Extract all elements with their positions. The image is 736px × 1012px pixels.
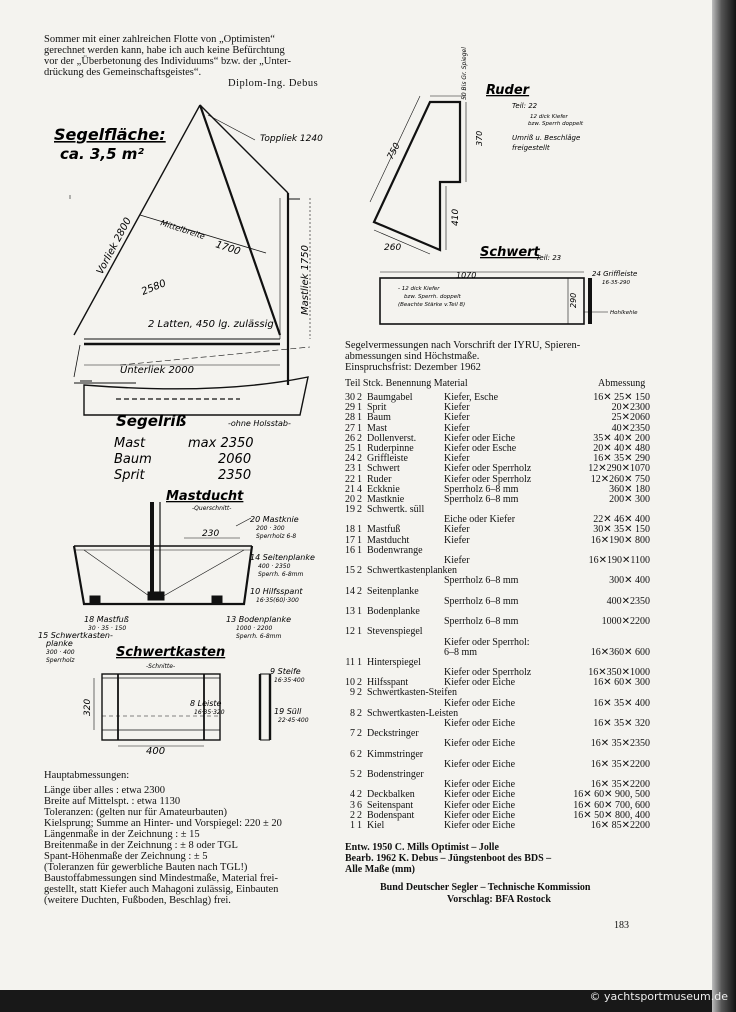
part-number: 7 — [350, 728, 355, 740]
part-number: 27 — [345, 422, 355, 434]
part-number: 12 — [345, 626, 355, 638]
part-name: Schwert — [367, 463, 400, 475]
part-material: Kiefer oder Sperrholz — [444, 667, 532, 679]
table-row — [345, 413, 650, 423]
part-material: Kiefer oder Sperrholz — [444, 473, 532, 485]
main-dims-line: Baustoffabmessungen sind Mindestmaße, Material frei- — [44, 873, 278, 884]
part-material: Kiefer oder Esche — [444, 442, 517, 454]
part-number: 16 — [345, 544, 355, 556]
part-number: 14 — [345, 585, 355, 597]
part-material: Sperrholz 6–8 mm — [444, 616, 519, 628]
part-number: 23 — [345, 463, 355, 475]
dim-400: 400 — [146, 746, 166, 757]
dim-1070: 1070 — [456, 271, 477, 280]
part-quantity: 1 — [357, 412, 362, 424]
part-dimension: 16✕ 60✕ 700, 600 — [573, 799, 650, 811]
ruder-note: bzw. Sperrh doppelt — [528, 121, 584, 127]
credit-vorschlag: Vorschlag: BFA Rostock — [447, 894, 551, 905]
part-label: 9 Steife — [270, 667, 301, 676]
regs-line: Segelvermessungen nach Vorschrift der IYRU, Spieren- — [345, 340, 581, 351]
part-dimension: 16✕190✕1100 — [588, 555, 650, 566]
part-name: Mast — [367, 422, 387, 434]
part-material: Kiefer oder Eiche — [444, 677, 516, 689]
ruder-note: 12 dick Kiefer — [530, 114, 568, 120]
part-material: Kiefer oder Eiche — [444, 819, 516, 831]
part-quantity: 2 — [357, 565, 362, 577]
part-material: Kiefer — [444, 422, 470, 434]
dim-mastliek: Mastliek 1750 — [300, 244, 311, 315]
part-dimension: 16✕ 50✕ 800, 400 — [573, 809, 650, 821]
part-dimension: 30✕ 35✕ 150 — [593, 524, 650, 536]
intro-line: Sommer mit einer zahlreichen Flotte von „Optimisten“ — [44, 34, 275, 45]
part-material: Kiefer oder Eiche — [444, 738, 516, 750]
part-material: Kiefer oder Eiche — [444, 799, 516, 811]
table-header-left: Teil Stck. Benennung Material — [345, 378, 468, 389]
part-label: 18 Mastfuß — [84, 615, 129, 624]
part-number: 9 — [350, 687, 355, 699]
part-material: Kiefer oder Eiche — [444, 789, 516, 801]
part-quantity: 2 — [357, 748, 362, 760]
part-label: 16·35·320 — [194, 709, 225, 716]
part-label: 13 Bodenplanke — [226, 615, 292, 624]
part-label: planke — [46, 639, 73, 648]
schwert-note: - 12 dick Kiefer — [398, 286, 440, 292]
part-name: Kimmstringer — [367, 748, 424, 760]
table-header-right: Abmessung — [598, 378, 646, 389]
main-dims-line: Breite auf Mittelspt. : etwa 1130 — [44, 796, 181, 807]
mastducht-sub: -Querschnitt- — [192, 505, 232, 512]
part-name: Griffleiste — [367, 453, 408, 465]
dim-370: 370 — [475, 130, 484, 146]
part-material: Kiefer — [444, 402, 470, 414]
part-number: 4 — [350, 789, 355, 801]
table-row — [345, 790, 650, 800]
part-name: Baum — [367, 412, 391, 424]
part-dimension: 20✕ 40✕ 480 — [593, 442, 650, 454]
part-quantity: 2 — [357, 504, 362, 516]
table-row — [345, 627, 650, 637]
spar-value: 2060 — [218, 452, 252, 467]
part-material: Kiefer — [444, 555, 470, 566]
part-quantity: 1 — [357, 442, 362, 454]
part-name: Hilfsspant — [367, 677, 409, 689]
part-quantity: 1 — [357, 656, 362, 668]
part-name: Stevenspiegel — [367, 626, 423, 638]
main-dims-title: Hauptabmessungen: — [44, 770, 130, 781]
schwertkasten-drawing — [34, 630, 334, 756]
part-material: Sperrholz 6–8 mm — [444, 595, 519, 607]
part-number: 5 — [350, 768, 355, 780]
dim-50: 50 Bis Gr. Spiegel — [461, 47, 468, 100]
dim-toppliek: Toppliek 1240 — [260, 134, 323, 144]
part-quantity: 2 — [357, 789, 362, 801]
part-label: 16·35·290 — [602, 280, 630, 286]
part-number: 15 — [345, 565, 355, 577]
part-dimension: 16✕ 85✕2200 — [590, 819, 650, 831]
dim-vorliek: Vorliek 2800 — [94, 215, 135, 277]
part-dimension: 16✕ 60✕ 300 — [593, 677, 650, 689]
regs-line: Einspruchsfrist: Dezember 1962 — [345, 362, 481, 373]
part-name: Bodenplanke — [367, 605, 420, 617]
schwertkasten-sub: -Schnitte- — [146, 663, 176, 670]
dim-mittelbreite: 1700 — [214, 239, 242, 258]
part-quantity: 2 — [357, 768, 362, 780]
part-label: 300 · 400 — [46, 649, 75, 656]
part-quantity: 1 — [357, 524, 362, 536]
sail-drawing-title: Segelriß — [116, 412, 187, 430]
ruder-teil: Teil: 22 — [512, 102, 538, 110]
part-dimension: 16✕ 25✕ 150 — [593, 392, 650, 403]
intro-line: vor der „Überbetonung des Individuums“ bzw. der „Unter- — [44, 56, 291, 67]
part-material: Kiefer — [444, 524, 470, 536]
main-dims-line: Toleranzen: (gelten nur für Amateurbauten) — [44, 807, 227, 818]
part-number: 21 — [345, 483, 355, 495]
part-number: 6 — [350, 748, 355, 760]
part-label: 16·35(60)·300 — [256, 597, 299, 604]
page-binding — [712, 0, 736, 1012]
part-material: Eiche oder Kiefer — [444, 514, 516, 526]
part-name: Schwertkastenplanken — [367, 565, 457, 577]
mastducht-drawing — [36, 488, 332, 640]
part-name: Eckknie — [367, 483, 400, 495]
part-quantity: 1 — [357, 402, 362, 414]
part-material: Kiefer — [444, 453, 470, 465]
part-number: 22 — [345, 473, 355, 485]
part-dimension: 400✕2350 — [606, 595, 650, 607]
dim-230: 230 — [202, 529, 220, 539]
part-label: 15 Schwertkasten- — [38, 631, 113, 640]
dim-290: 290 — [569, 292, 578, 308]
dim-750: 750 — [385, 141, 403, 162]
part-quantity: 1 — [357, 463, 362, 475]
part-material: Kiefer oder Eiche — [444, 758, 516, 770]
part-name: Mastknie — [367, 493, 405, 505]
part-material: Kiefer oder Eiche — [444, 432, 516, 444]
author: Diplom-Ing. Debus — [228, 78, 319, 89]
intro-line: drückung des Gemeinschaftsgeistes“. — [44, 67, 202, 78]
part-name: Sprit — [367, 402, 387, 414]
part-quantity: 2 — [357, 585, 362, 597]
part-material: Sperrholz 6–8 mm — [444, 483, 519, 495]
part-name: Ruderpinne — [367, 442, 414, 454]
main-dims-line: Länge über alles : etwa 2300 — [44, 785, 165, 796]
spar-value: 2350 — [218, 468, 252, 483]
part-number: 29 — [345, 402, 355, 414]
part-number: 1 — [350, 819, 355, 831]
part-quantity: 2 — [357, 432, 362, 444]
part-number: 3 — [350, 799, 355, 811]
part-number: 28 — [345, 412, 355, 424]
dim-diagonal: 2580 — [140, 278, 168, 298]
part-material: Kiefer oder Eiche — [444, 809, 516, 821]
part-quantity: 2 — [357, 453, 362, 465]
part-dimension: 16✕ 35✕ 290 — [593, 453, 650, 465]
part-name: Deckbalken — [367, 789, 415, 801]
part-number: 30 — [345, 392, 355, 403]
part-material: Kiefer oder Eiche — [444, 779, 516, 791]
part-quantity: 1 — [357, 626, 362, 638]
part-name: Hinterspiegel — [367, 656, 421, 668]
part-dimension: 25✕2060 — [611, 412, 650, 424]
spar-label: Sprit — [114, 468, 145, 483]
part-dimension: 16✕ 60✕ 900, 500 — [573, 789, 650, 801]
part-dimension: 16✕ 35✕2200 — [590, 758, 650, 770]
part-label: Hohlkehle — [610, 310, 638, 316]
part-quantity: 4 — [357, 483, 362, 495]
part-number: 25 — [345, 442, 355, 454]
part-number: 26 — [345, 432, 355, 444]
spar-label: Mast — [114, 436, 146, 451]
part-name: Schwertkasten-Steifen — [367, 687, 457, 699]
schwert-note: bzw. Sperrh. doppelt — [404, 294, 461, 300]
main-dims-line: (weitere Duchten, Fußboden, Beschlag) frei. — [44, 895, 231, 906]
table-row — [345, 393, 650, 403]
part-name: Mastducht — [367, 534, 410, 546]
sail-drawing — [40, 95, 340, 485]
part-label: 30 · 35 · 150 — [88, 625, 127, 632]
part-name: Deckstringer — [367, 728, 419, 740]
part-quantity: 2 — [357, 687, 362, 699]
part-material: Kiefer — [444, 412, 470, 424]
label-latten: 2 Latten, 450 lg. zulässig — [148, 319, 274, 330]
dim-410: 410 — [451, 208, 461, 226]
main-dims-line: Längenmaße in der Zeichnung : ± 15 — [44, 829, 200, 840]
schwert-drawing — [370, 238, 660, 334]
credit-masse: Alle Maße (mm) — [345, 864, 415, 875]
part-number: 19 — [345, 504, 355, 516]
schwert-title: Schwert — [480, 245, 540, 260]
regs-line: abmessungen sind Höchstmaße. — [345, 351, 480, 362]
part-label: 400 · 2350 — [258, 563, 291, 570]
part-dimension: 20✕2300 — [611, 402, 650, 414]
part-name: Bodenspant — [367, 809, 415, 821]
table-row — [345, 464, 650, 474]
part-number: 2 — [350, 809, 355, 821]
part-quantity: 1 — [357, 534, 362, 546]
part-dimension: 22✕ 46✕ 400 — [593, 514, 650, 526]
ruder-title: Ruder — [486, 83, 530, 98]
part-label: Sperrh. 6-8mm — [236, 633, 282, 640]
spar-label: Baum — [114, 452, 152, 467]
part-label: 10 Hilfsspant — [250, 587, 303, 596]
part-material: Kiefer oder Eiche — [444, 718, 516, 729]
part-label: 24 Griffleiste — [592, 270, 638, 278]
dim-260: 260 — [384, 243, 402, 253]
part-name: Schwertk. süll — [367, 504, 425, 516]
part-dimension: 16✕ 35✕ 400 — [593, 697, 650, 709]
sail-area-title: Segelfläche: — [54, 125, 166, 144]
part-name: Bodenstringer — [367, 768, 424, 780]
sail-area-value: ca. 3,5 m² — [60, 145, 144, 163]
dim-unterliek: Unterliek 2000 — [120, 365, 194, 376]
part-quantity: 1 — [357, 605, 362, 617]
schwertkasten-title: Schwertkasten — [116, 645, 226, 660]
part-dimension: 360✕ 180 — [609, 483, 650, 495]
credit-bund: Bund Deutscher Segler – Technische Kommission — [380, 882, 591, 893]
part-material: 6–8 mm — [444, 646, 478, 658]
part-name: Ruder — [367, 473, 392, 485]
part-dimension: 12✕260✕ 750 — [590, 473, 650, 485]
part-name: Seitenspant — [367, 799, 414, 811]
part-label: Sperrholz — [46, 657, 75, 664]
part-dimension: 35✕ 40✕ 200 — [593, 432, 650, 444]
part-name: Mastfuß — [367, 524, 401, 536]
part-quantity: 2 — [357, 392, 362, 403]
part-number: 17 — [345, 534, 355, 546]
schwert-teil: Teil: 23 — [536, 254, 562, 262]
part-quantity: 6 — [357, 799, 362, 811]
part-quantity: 1 — [357, 544, 362, 556]
part-dimension: 200✕ 300 — [609, 493, 650, 505]
part-name: Baumgabel — [367, 392, 413, 403]
part-number: 10 — [345, 677, 355, 689]
schwert-note: (Beachte Stärke v.Teil 8) — [398, 302, 466, 308]
main-dims-line: Breitenmaße in der Zeichnung : ± 8 oder TGL — [44, 840, 238, 851]
part-name: Bodenwrange — [367, 544, 423, 556]
part-dimension: 12✕290✕1070 — [588, 463, 650, 475]
parts-list — [345, 393, 650, 831]
part-dimension: 1000✕2200 — [601, 616, 650, 628]
part-label: 19 Süll — [274, 707, 302, 716]
part-label: 8 Leiste — [190, 699, 222, 708]
main-dims-line: gestellt, statt Kiefer auch Mahagoni zulässig, Einbauten — [44, 884, 279, 895]
sail-drawing-note: -ohne Holsstab- — [228, 419, 291, 428]
part-quantity: 2 — [357, 809, 362, 821]
part-name: Dollenverst. — [367, 432, 417, 444]
credit-entw: Entw. 1950 C. Mills Optimist – Jolle — [345, 842, 499, 853]
page-number: 183 — [614, 920, 629, 931]
mastducht-title: Mastducht — [166, 489, 244, 504]
part-material: Kiefer oder Eiche — [444, 697, 516, 709]
watermark: © yachtsportmuseum.de — [589, 990, 728, 1003]
part-label: 1000 · 2200 — [236, 625, 273, 632]
part-dimension: 16✕ 35✕ 320 — [593, 718, 650, 729]
part-label: 22·45·400 — [278, 717, 309, 724]
part-dimension: 16✕ 35✕2200 — [590, 779, 650, 791]
part-label: 20 Mastknie — [250, 515, 299, 524]
part-quantity: 2 — [357, 493, 362, 505]
part-material: Sperrholz 6–8 mm — [444, 493, 519, 505]
part-quantity: 1 — [357, 473, 362, 485]
ruder-note: Umriß u. Beschläge — [512, 134, 581, 142]
part-quantity: 2 — [357, 728, 362, 740]
table-row — [345, 821, 650, 831]
ruder-note: freigestellt — [512, 144, 550, 152]
part-dimension: 40✕2350 — [611, 422, 650, 434]
part-quantity: 2 — [357, 677, 362, 689]
part-number: 8 — [350, 707, 355, 719]
part-quantity: 1 — [357, 819, 362, 831]
part-material: Sperrholz 6–8 mm — [444, 575, 519, 587]
part-dimension: 16✕350✕1000 — [588, 667, 650, 679]
part-label: 14 Seitenplanke — [250, 553, 315, 562]
credit-bearb: Bearb. 1962 K. Debus – Jüngstenboot des BDS – — [345, 853, 552, 864]
ruder-drawing — [370, 47, 630, 262]
part-dimension: 300✕ 400 — [609, 575, 650, 587]
part-number: 11 — [345, 656, 355, 668]
part-number: 24 — [345, 453, 355, 465]
part-dimension: 16✕ 35✕2350 — [590, 738, 650, 750]
part-material: Kiefer oder Sperrholz — [444, 463, 532, 475]
part-number: 13 — [345, 605, 355, 617]
part-number: 20 — [345, 493, 355, 505]
main-dims-line: Spant-Höhenmaße der Zeichnung : ± 5 — [44, 851, 208, 862]
part-dimension: 16✕360✕ 600 — [590, 646, 650, 658]
part-label: 200 · 300 — [256, 525, 285, 532]
main-dims-line: (Toleranzen für gewerbliche Bauten nach TGL!) — [44, 862, 248, 873]
part-name: Schwertkasten-Leisten — [367, 707, 459, 719]
part-dimension: 16✕190✕ 800 — [590, 534, 650, 546]
part-material: Kiefer oder Sperrhol: — [444, 636, 530, 648]
part-quantity: 1 — [357, 422, 362, 434]
main-dims-line: Kielsprung; Summe an Hinter- und Vorspiegel: 220 ± 20 — [44, 818, 282, 829]
part-label: 16·35·400 — [274, 677, 305, 684]
intro-line: gerechnet werden kann, habe ich auch keine Befürchtung — [44, 45, 285, 56]
part-name: Seitenplanke — [367, 585, 419, 597]
part-label: Sperrh. 6-8mm — [258, 571, 304, 578]
part-quantity: 2 — [357, 707, 362, 719]
part-name: Kiel — [367, 819, 385, 831]
part-number: 18 — [345, 524, 355, 536]
part-material: Kiefer, Esche — [444, 392, 499, 403]
dim-320: 320 — [83, 698, 93, 716]
label-mittelbreite: Mittelbreite — [159, 218, 207, 242]
part-material: Kiefer — [444, 534, 470, 546]
part-label: Sperrholz 6-8 — [256, 533, 297, 540]
spar-value: max 2350 — [188, 436, 254, 451]
